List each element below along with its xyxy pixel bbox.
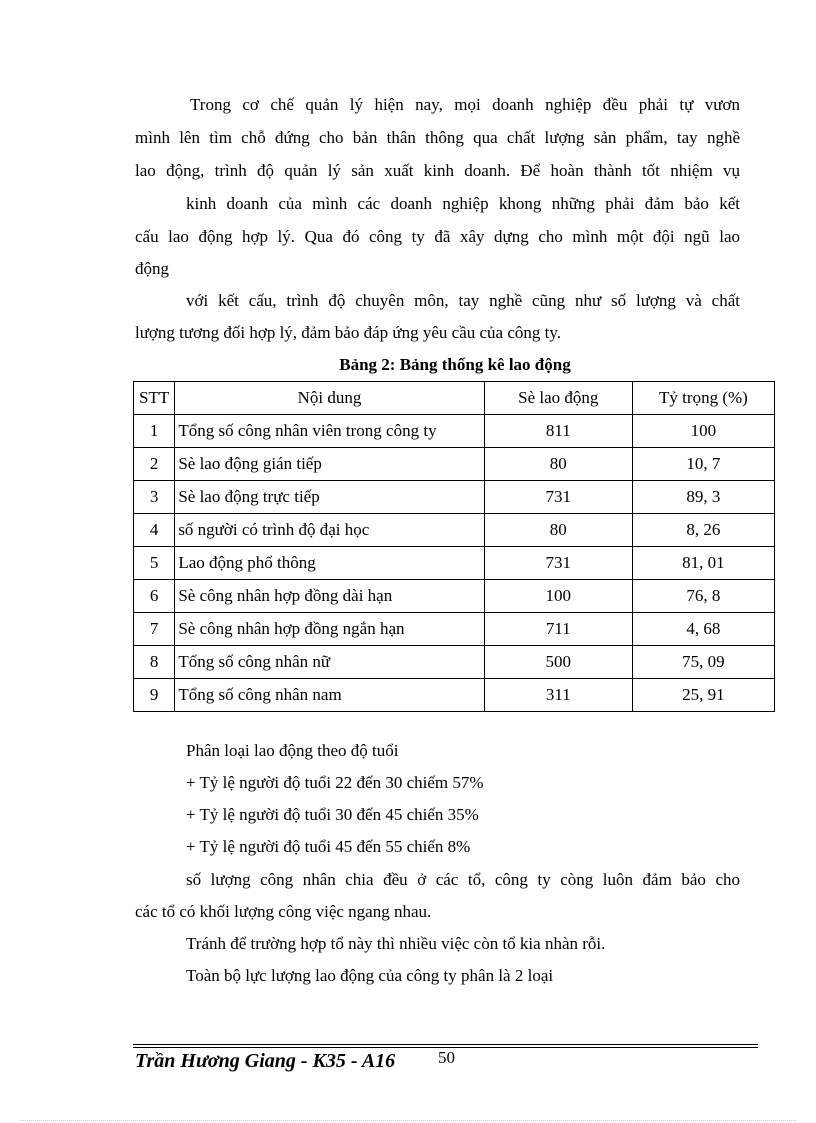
paragraph-line: cấu lao động hợp lý. Qua đó công ty đã xây dựng cho mình một đội ngũ lao: [135, 227, 740, 246]
footer-author: Trần Hương Giang - K35 - A16: [135, 1050, 396, 1072]
table-row: [134, 580, 775, 613]
table-header-row: [134, 382, 775, 415]
cell-stt: 2: [134, 448, 175, 481]
footer-divider: [133, 1044, 758, 1045]
paragraph-line: Trong cơ chế quản lý hiện nay, mọi doanh nghiệp đều phải tự vươn: [190, 95, 740, 114]
cell-noi-dung: Tổng số công nhân viên trong công ty: [175, 415, 484, 448]
cell-ty-trong: 89, 3: [632, 481, 774, 514]
cell-ty-trong: 81, 01: [632, 547, 774, 580]
cell-noi-dung: Sè lao động gián tiếp: [175, 448, 484, 481]
cell-so-lao-dong: 80: [484, 514, 632, 547]
table-row: [134, 514, 775, 547]
paragraph-line: động: [135, 259, 169, 278]
age-group-item: + Tỷ lệ người độ tuổi 45 đến 55 chiến 8%: [186, 837, 471, 856]
cell-so-lao-dong: 731: [484, 481, 632, 514]
cell-ty-trong: 8, 26: [632, 514, 774, 547]
labor-statistics-table: [133, 381, 775, 712]
cell-stt: 5: [134, 547, 175, 580]
cell-stt: 7: [134, 613, 175, 646]
page-edge-divider: [20, 1120, 796, 1121]
cell-so-lao-dong: 500: [484, 646, 632, 679]
table-row: [134, 679, 775, 712]
cell-stt: 6: [134, 580, 175, 613]
table-caption: Bảng 2: Bảng thống kê lao động: [339, 355, 571, 374]
cell-stt: 3: [134, 481, 175, 514]
cell-noi-dung: Sè lao động trực tiếp: [175, 481, 484, 514]
cell-ty-trong: 10, 7: [632, 448, 774, 481]
paragraph-line: lượng tương đối hợp lý, đảm bảo đáp ứng yêu cầu của công ty.: [135, 323, 562, 342]
paragraph-line: Phân loại lao động theo độ tuổi: [186, 741, 399, 760]
cell-ty-trong: 4, 68: [632, 613, 774, 646]
table-row: [134, 646, 775, 679]
cell-stt: 1: [134, 415, 175, 448]
table-row: [134, 415, 775, 448]
cell-noi-dung: Tổng số công nhân nam: [175, 679, 484, 712]
header-ty-trong: Tỷ trọng (%): [632, 382, 774, 415]
table-row: [134, 481, 775, 514]
paragraph-line: mình lên tìm chỗ đứng cho bản thân thông qua chất lượng sản phẩm, tay nghề: [135, 128, 740, 147]
cell-ty-trong: 100: [632, 415, 774, 448]
cell-noi-dung: số người có trình độ đại học: [175, 514, 484, 547]
cell-so-lao-dong: 311: [484, 679, 632, 712]
cell-stt: 9: [134, 679, 175, 712]
header-so-lao-dong: Sè lao động: [484, 382, 632, 415]
header-stt: STT: [134, 382, 175, 415]
header-noi-dung: Nội dung: [175, 382, 484, 415]
cell-so-lao-dong: 80: [484, 448, 632, 481]
cell-so-lao-dong: 100: [484, 580, 632, 613]
page-number: 50: [438, 1048, 455, 1067]
age-group-item: + Tỷ lệ người độ tuổi 30 đến 45 chiến 35%: [186, 805, 479, 824]
cell-stt: 8: [134, 646, 175, 679]
cell-so-lao-dong: 731: [484, 547, 632, 580]
table-row: [134, 448, 775, 481]
cell-ty-trong: 76, 8: [632, 580, 774, 613]
paragraph-line: các tổ có khối lượng công việc ngang nhau.: [135, 902, 432, 921]
paragraph-line: Tránh để trường hợp tổ này thì nhiều việc còn tổ kia nhàn rỗi.: [186, 934, 606, 953]
cell-noi-dung: Tổng số công nhân nữ: [175, 646, 484, 679]
cell-so-lao-dong: 711: [484, 613, 632, 646]
paragraph-line: số lượng công nhân chia đều ở các tổ, công ty còng luôn đảm bảo cho: [186, 870, 740, 889]
paragraph-line: kinh doanh của mình các doanh nghiệp khong những phải đảm bảo kết: [186, 194, 740, 213]
age-group-item: + Tỷ lệ người độ tuổi 22 đến 30 chiếm 57%: [186, 773, 484, 792]
table-row: [134, 547, 775, 580]
cell-ty-trong: 25, 91: [632, 679, 774, 712]
paragraph-line: với kết cấu, trình độ chuyên môn, tay nghề cũng như số lượng và chất: [186, 291, 740, 310]
cell-noi-dung: Sè công nhân hợp đồng ngắn hạn: [175, 613, 484, 646]
cell-so-lao-dong: 811: [484, 415, 632, 448]
table-row: [134, 613, 775, 646]
paragraph-line: Toàn bộ lực lượng lao động của công ty phân là 2 loại: [186, 966, 554, 985]
paragraph-line: lao động, trình độ quản lý sản xuất kinh doanh. Để hoàn thành tốt nhiệm vụ: [135, 161, 740, 180]
cell-noi-dung: Lao động phổ thông: [175, 547, 484, 580]
cell-ty-trong: 75, 09: [632, 646, 774, 679]
cell-stt: 4: [134, 514, 175, 547]
cell-noi-dung: Sè công nhân hợp đồng dài hạn: [175, 580, 484, 613]
